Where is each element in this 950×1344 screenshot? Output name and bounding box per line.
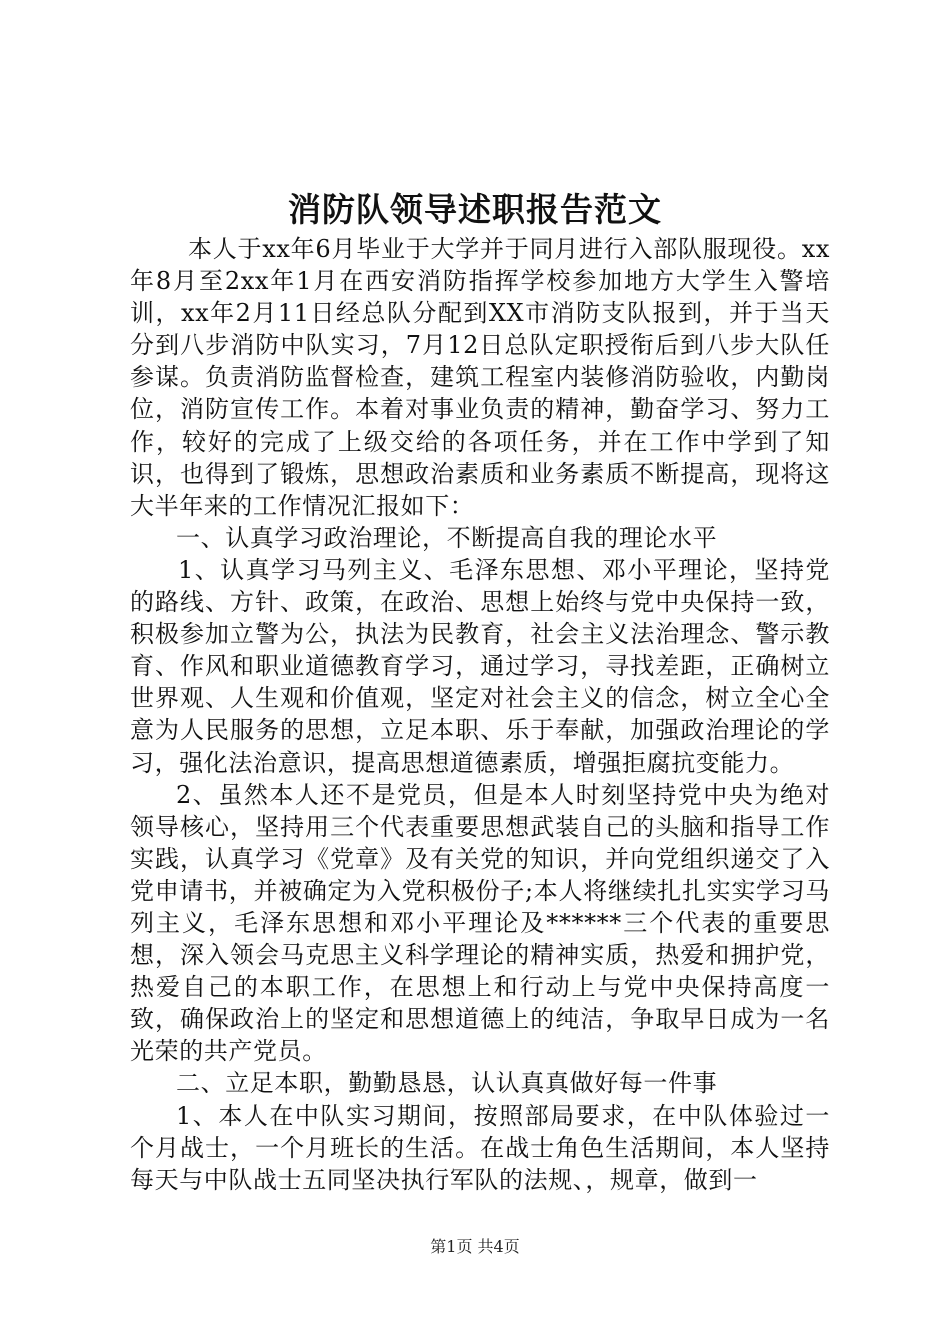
- paragraph-1-1: 1、认真学习马列主义、毛泽东思想、邓小平理论，坚持党的路线、方针、政策，在政治、思想上始终与党中央保持一致，积极参加立警为公，执法为民教育，社会主义法治理念、警示教育、作风和职业道德教育学习，通过学习，寻找差距，正确树立世界观、人生观和价值观，坚定对社会主义的信念，树立全心全意为人民服务的思想，立足本职、乐于奉献，加强政治理论的学习，强化法治意识，提高思想道德素质，增强拒腐抗变能力。: [130, 555, 830, 777]
- paragraph-1-2: 2、虽然本人还不是党员，但是本人时刻坚持党中央为绝对领导核心，坚持用三个代表重要思想武装自己的头脑和指导工作实践，认真学习《党章》及有关党的知识，并向党组织递交了入党申请书，并被确定为入党积极份子;本人将继续扎扎实实学习马列主义，毛泽东思想和邓小平理论及******三个代表的重要思想，深入领会马克思主义科学理论的精神实质，热爱和拥护党，热爱自己的本职工作，在思想上和行动上与党中央保持高度一致，确保政治上的坚定和思想道德上的纯洁，争取早日成为一名光荣的共产党员。: [130, 780, 830, 1066]
- section-heading-1: 一、认真学习政治理论，不断提高自我的理论水平: [176, 523, 718, 552]
- section-heading-2: 二、立足本职，勤勤恳恳，认认真真做好每一件事: [176, 1069, 718, 1098]
- page-number-footer: 第1页 共4页: [430, 1237, 520, 1256]
- paragraph-2-1: 1、本人在中队实习期间，按照部局要求，在中队体验过一个月战士，一个月班长的生活。在战士角色生活期间，本人坚持每天与中队战士五同坚决执行军队的法规、，规章，做到一: [130, 1101, 830, 1194]
- paragraph-intro: 本人于xx年6月毕业于大学并于同月进行入部队服现役。xx年8月至2xx年1月在西安消防指挥学校参加地方大学生入警培训，xx年2月11日经总队分配到XX市消防支队报到，并于当天分到八步消防中队实习，7月12日总队定职授衔后到八步大队任参谋。负责消防监督检查，建筑工程室内装修消防验收，内勤岗位，消防宣传工作。本着对事业负责的精神，勤奋学习、努力工作，较好的完成了上级交给的各项任务，并在工作中学到了知识，也得到了锻炼，思想政治素质和业务素质不断提高，现将这大半年来的工作情况汇报如下：: [130, 235, 830, 520]
- document-title: 消防队领导述职报告范文: [288, 190, 662, 229]
- document-body: [130, 233, 830, 1196]
